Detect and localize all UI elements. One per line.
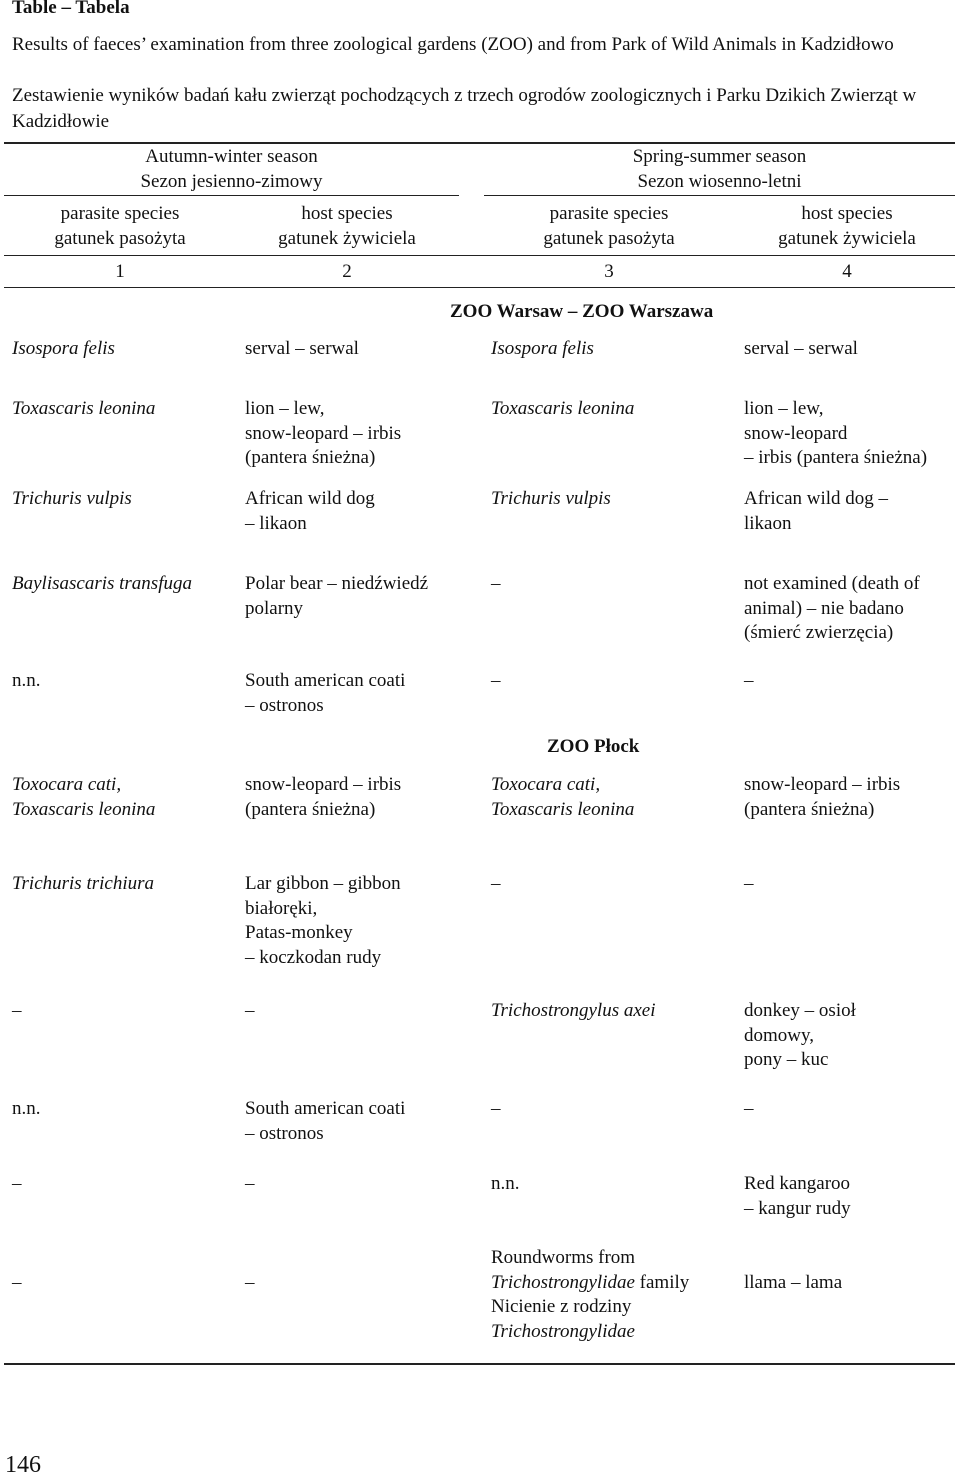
row-11-host-spring: llama – lama: [744, 1272, 843, 1293]
row-3-parasite-spring: Trichuris vulpis: [491, 488, 611, 509]
row-9-host-autumn: South american coati – ostronos: [245, 1098, 406, 1144]
row-6-parasite-autumn: Toxocara cati, Toxascaris leonina: [12, 774, 156, 820]
row-4-parasite-spring: –: [491, 573, 501, 594]
col-number-1: 1: [115, 261, 125, 282]
row-6-host-spring: snow-leopard – irbis (pantera śnieżna): [744, 774, 901, 820]
col-number-3: 3: [604, 261, 614, 282]
row-4-host-autumn: Polar bear – niedźwiedź polarny: [245, 573, 429, 619]
row-1-parasite-spring: Isospora felis: [491, 338, 594, 359]
roundworms-line-2: [491, 1271, 689, 1296]
season-spring-header: Spring-summer season Sezon wiosenno-letni: [632, 146, 807, 192]
row-2-parasite-spring: Toxascaris leonina: [491, 398, 635, 419]
roundworms-line-1: Roundworms from: [491, 1247, 636, 1268]
row-1-host-autumn: serval – serwal: [245, 338, 359, 359]
row-8-parasite-spring: Trichostrongylus axei: [491, 1000, 656, 1021]
row-5-parasite-spring: –: [491, 670, 501, 691]
row-2-host-spring: lion – lew, snow-leopard – irbis (pantera śnieżna): [744, 398, 928, 468]
row-7-host-spring: –: [744, 873, 754, 894]
row-4-host-spring: not examined (death of animal) – nie badano (śmierć zwierzęcia): [744, 573, 920, 643]
row-2-host-autumn: lion – lew, snow-leopard – irbis (pantera śnieżna): [245, 398, 402, 468]
column-numbers-rule: [4, 287, 955, 288]
parasite-header-1: parasite species gatunek pasożyta: [54, 203, 186, 249]
parasite-header-3: parasite species gatunek pasożyta: [543, 203, 675, 249]
family-suffix: family: [634, 1271, 690, 1293]
row-3-host-autumn: African wild dog – likaon: [245, 488, 375, 534]
row-11-host-autumn: –: [245, 1272, 255, 1293]
row-10-parasite-autumn: –: [12, 1173, 22, 1194]
row-6-host-autumn: snow-leopard – irbis (pantera śnieżna): [245, 774, 402, 820]
header-bottom-rule: [4, 255, 955, 256]
row-3-parasite-autumn: Trichuris vulpis: [12, 488, 132, 509]
row-5-host-spring: –: [744, 670, 754, 691]
family-name-en: Trichostrongylidae: [491, 1271, 635, 1293]
table-label: Table – Tabela: [12, 0, 130, 18]
row-1-parasite-autumn: Isospora felis: [12, 338, 115, 359]
table-bottom-rule: [4, 1363, 955, 1365]
row-8-host-spring: donkey – osioł domowy, pony – kuc: [744, 1000, 856, 1070]
row-8-parasite-autumn: –: [12, 1000, 22, 1021]
row-10-host-autumn: –: [245, 1173, 255, 1194]
row-7-host-autumn: Lar gibbon – gibbon białoręki, Patas-monkey – koczkodan rudy: [245, 873, 401, 968]
row-8-host-autumn: –: [245, 1000, 255, 1021]
autumn-group-rule: [4, 195, 459, 196]
row-11-parasite-spring: [491, 1246, 689, 1344]
spring-group-rule: [484, 195, 955, 196]
row-2-parasite-autumn: Toxascaris leonina: [12, 398, 156, 419]
row-10-host-spring: Red kangaroo – kangur rudy: [744, 1173, 851, 1219]
col-number-4: 4: [842, 261, 852, 282]
row-10-parasite-spring: n.n.: [491, 1173, 520, 1194]
row-6-parasite-spring: Toxocara cati, Toxascaris leonina: [491, 774, 635, 820]
col-number-2: 2: [342, 261, 352, 282]
roundworms-line-3: Nicienie z rodziny: [491, 1296, 632, 1317]
section-zoo-plock: ZOO Płock: [547, 736, 640, 757]
caption-en: Results of faeces’ examination from three zoological gardens (ZOO) and from Park of Wild Animals in Kadzidłowo: [12, 34, 894, 55]
row-1-host-spring: serval – serwal: [744, 338, 858, 359]
row-9-parasite-autumn: n.n.: [12, 1098, 41, 1119]
page-number: 146: [5, 1452, 41, 1478]
row-9-parasite-spring: –: [491, 1098, 501, 1119]
row-5-parasite-autumn: n.n.: [12, 670, 41, 691]
row-4-parasite-autumn: Baylisascaris transfuga: [12, 573, 192, 594]
host-header-4: host species gatunek żywiciela: [778, 203, 916, 249]
row-3-host-spring: African wild dog – likaon: [744, 488, 889, 534]
family-name-pl: Trichostrongylidae: [491, 1320, 635, 1342]
table-top-rule: [4, 142, 955, 144]
host-header-2: host species gatunek żywiciela: [278, 203, 416, 249]
section-zoo-warsaw: ZOO Warsaw – ZOO Warszawa: [450, 301, 714, 322]
row-7-parasite-autumn: Trichuris trichiura: [12, 873, 154, 894]
row-7-parasite-spring: –: [491, 873, 501, 894]
caption-pl: Zestawienie wyników badań kału zwierząt pochodzących z trzech ogrodów zoologicznych i Parku Dzikich Zwierząt w Kadzidłowie: [12, 85, 917, 132]
row-11-parasite-autumn: –: [12, 1272, 22, 1293]
season-autumn-header: Autumn-winter season Sezon jesienno-zimowy: [140, 146, 323, 192]
row-5-host-autumn: South american coati – ostronos: [245, 670, 406, 716]
row-9-host-spring: –: [744, 1098, 754, 1119]
